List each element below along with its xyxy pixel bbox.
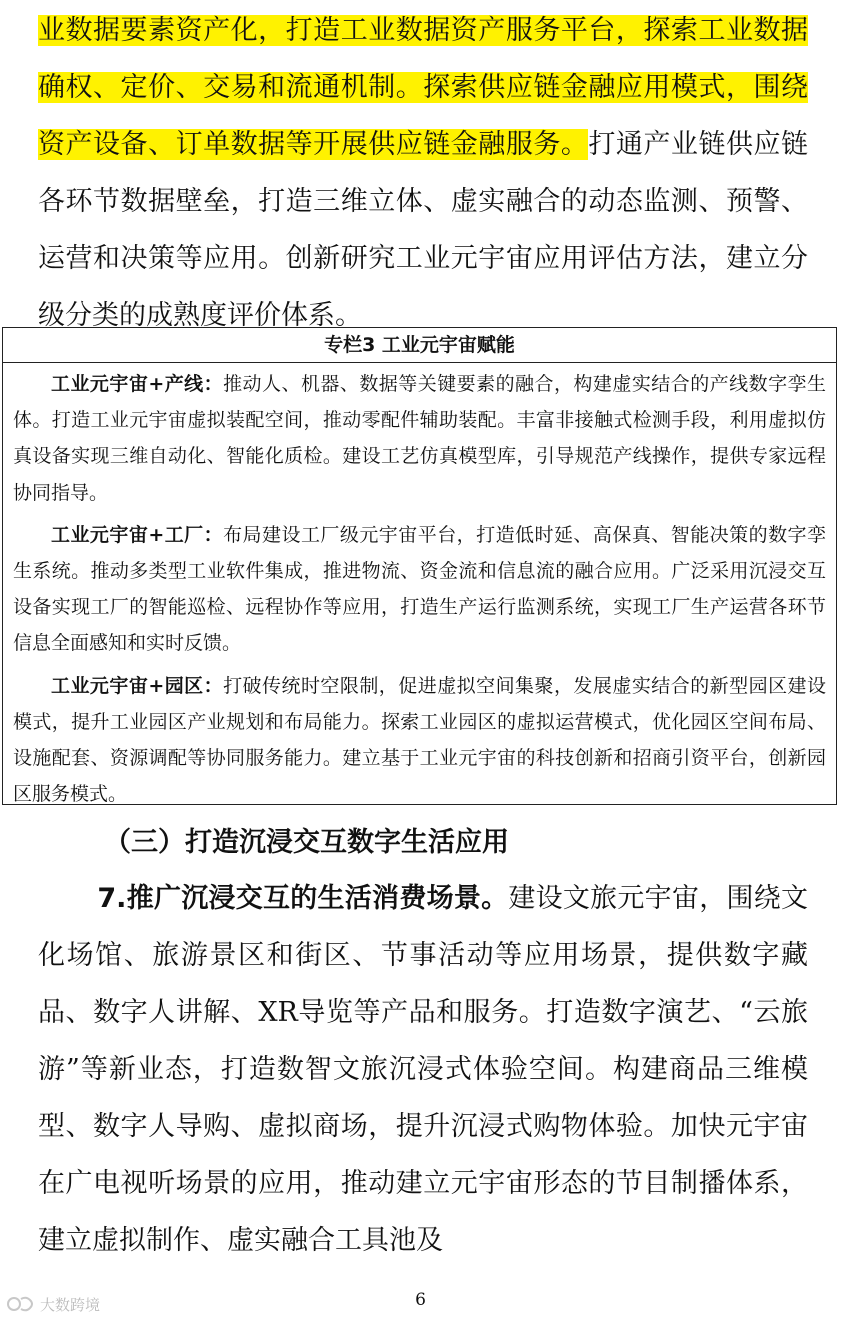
- box-item-text: 布局建设工厂级元宇宙平台，打造低时延、高保真、智能决策的数字孪生系统。推动多类型工业软件集成，推进物流、资金流和信息流的融合应用。广泛采用沉浸交互设备实现工厂的智能巡检、远程协作等应用，打造生产运行监测系统，实现工厂生产运营各环节信息全面感知和实时反馈。: [13, 523, 826, 655]
- section-paragraph-lead: 7.推广沉浸交互的生活消费场景。: [97, 883, 509, 914]
- top-paragraph: [38, 2, 808, 344]
- column-box-body: [3, 363, 836, 812]
- watermark-logo-icon: [6, 1294, 36, 1314]
- box-item-park: [13, 668, 826, 813]
- column-box-title: 专栏3 工业元宇宙赋能: [3, 328, 836, 363]
- box-item-lead: 工业元宇宙+工厂：: [51, 523, 224, 546]
- section-paragraph-text: 建设文旅元宇宙，围绕文化场馆、旅游景区和街区、节事活动等应用场景，提供数字藏品、数字人讲解、XR导览等产品和服务。打造数字演艺、“云旅游”等新业态，打造数智文旅沉浸式体验空间。构建商品三维模型、数字人导购、虚拟商场，提升沉浸式购物体验。加快元宇宙在广电视听场景的应用，推动建立元宇宙形态的节目制播体系，建立虚拟制作、虚实融合工具池及: [38, 883, 808, 1256]
- watermark-text: 大数跨境: [40, 1295, 101, 1314]
- section-paragraph: [38, 870, 808, 1269]
- page-number: 6: [415, 1290, 426, 1310]
- box-item-lead: 工业元宇宙+园区：: [51, 674, 224, 697]
- highlighted-text: 业数据要素资产化，打造工业数据资产服务平台，探索工业数据确权、定价、交易和流通机制。探索供应链金融应用模式，围绕资产设备、订单数据等开展供应链金融服务。: [38, 15, 808, 160]
- box-item-text: 推动人、机器、数据等关键要素的融合，构建虚实结合的产线数字孪生体。打造工业元宇宙虚拟装配空间，推动零配件辅助装配。丰富非接触式检测手段，利用虚拟仿真设备实现三维自动化、智能化质检。建设工艺仿真模型库，引导规范产线操作，提供专家远程协同指导。: [13, 373, 826, 504]
- box-item-lead: 工业元宇宙+产线：: [51, 373, 224, 395]
- box-item-factory: [13, 517, 826, 662]
- watermark: [6, 1292, 100, 1316]
- column-box: [2, 327, 837, 805]
- box-item-production-line: [13, 366, 826, 511]
- normal-text: 打通产业链供应链各环节数据壁垒，打造三维立体、虚实融合的动态监测、预警、运营和决策等应用。创新研究工业元宇宙应用评估方法，建立分级分类的成熟度评价体系。: [38, 129, 809, 331]
- section-heading: （三）打造沉浸交互数字生活应用: [104, 827, 509, 858]
- box-item-text: 打破传统时空限制，促进虚拟空间集聚，发展虚实结合的新型园区建设模式，提升工业园区产业规划和布局能力。探索工业园区的虚拟运营模式，优化园区空间布局、设施配套、资源调配等协同服务能力。建立基于工业元宇宙的科技创新和招商引资平台，创新园区服务模式。: [13, 674, 826, 806]
